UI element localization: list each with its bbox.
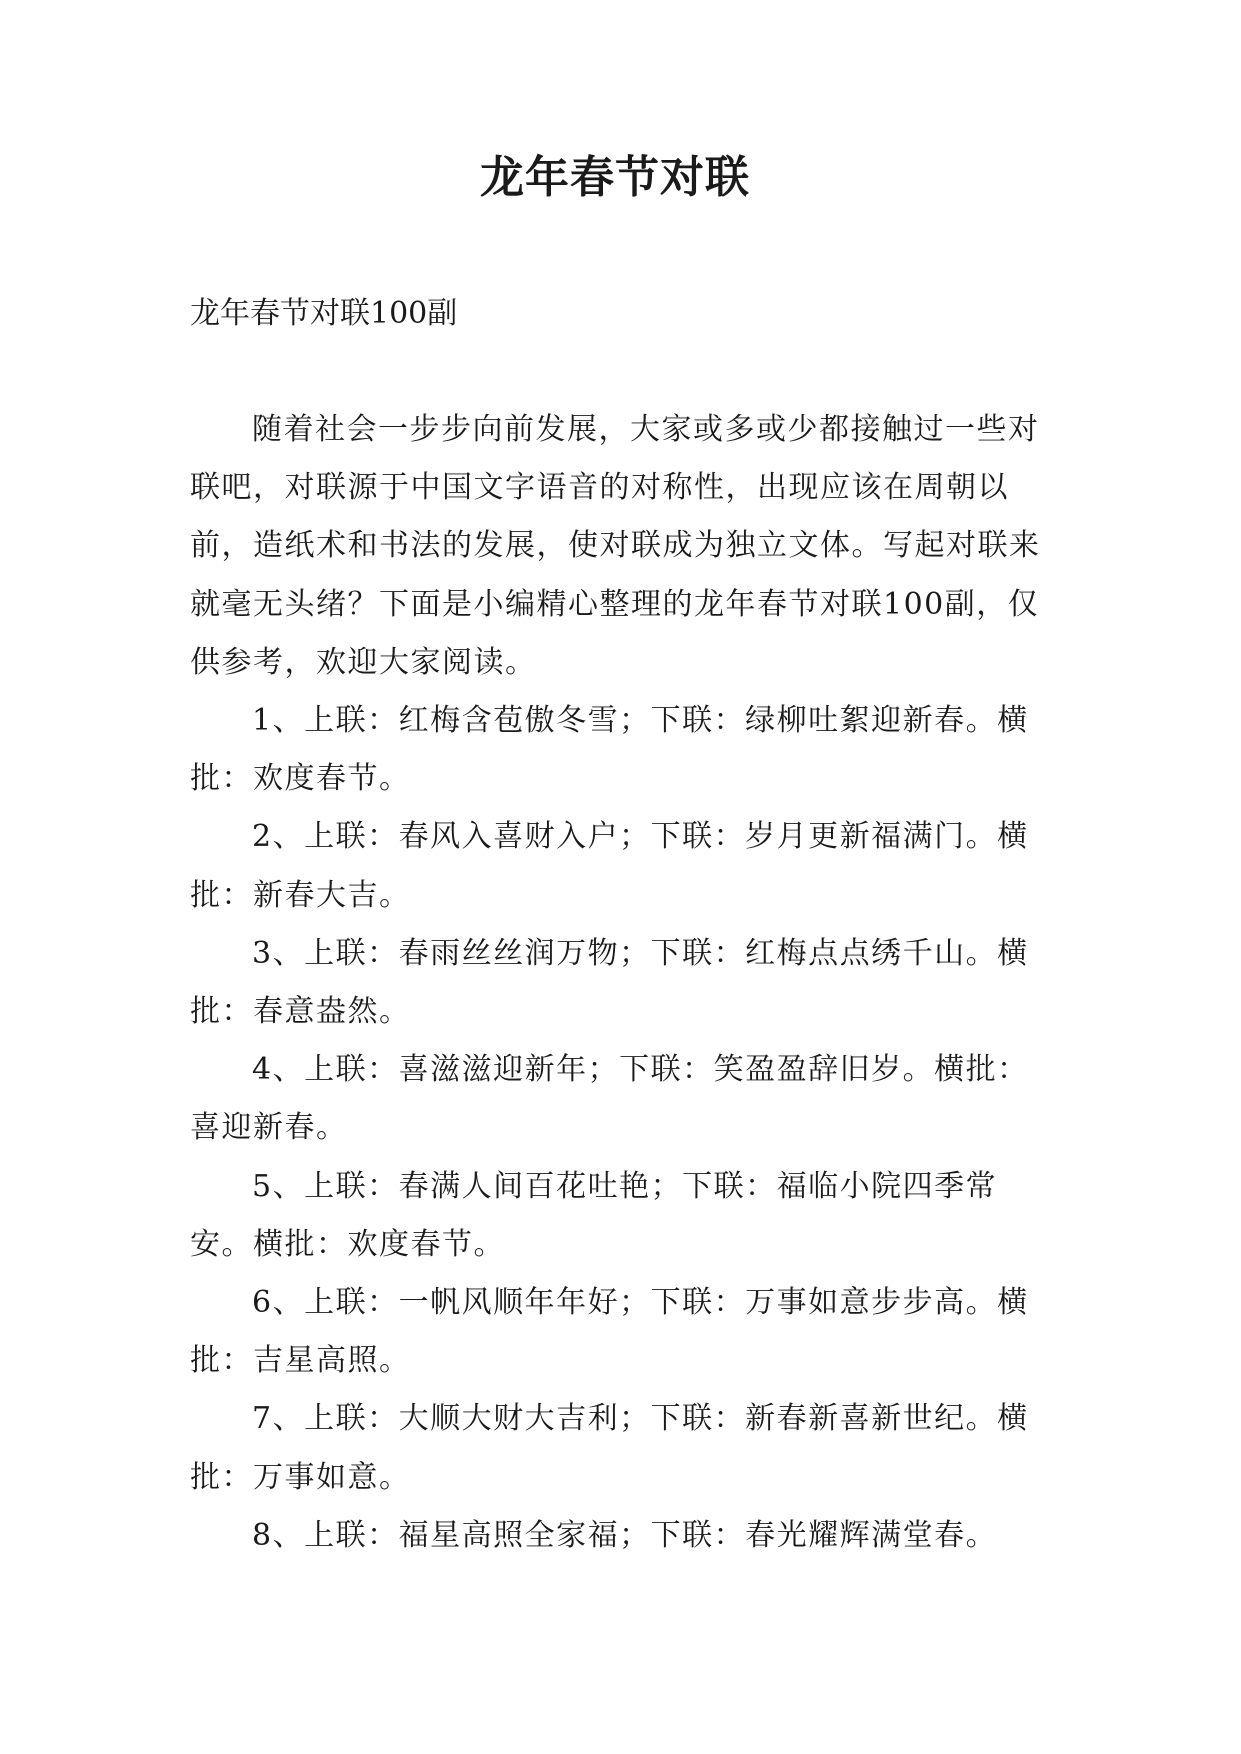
document-subtitle: 龙年春节对联100副 [190, 296, 458, 331]
document-title: 龙年春节对联 [480, 152, 750, 203]
couplet-item: 6、上联：一帆风顺年年好；下联：万事如意步步高。横批：吉星高照。 [190, 1285, 1029, 1379]
intro-paragraph: 随着社会一步步向前发展，大家或多或少都接触过一些对联吧，对联源于中国文字语音的对称性，出现应该在周朝以前，造纸术和书法的发展，使对联成为独立文体。写起对联来就毫无头绪？下面是小编精心整理的龙年春节对联100副，仅供参考，欢迎大家阅读。 [190, 412, 1041, 680]
couplet-item: 7、上联：大顺大财大吉利；下联：新春新喜新世纪。横批：万事如意。 [190, 1401, 1029, 1495]
document-page [190, 0, 1060, 1754]
couplet-item: 5、上联：春满人间百花吐艳；下联：福临小院四季常安。横批：欢度春节。 [190, 1168, 998, 1262]
couplet-item: 1、上联：红梅含苞傲冬雪；下联：绿柳吐絮迎新春。横批：欢度春节。 [190, 703, 1029, 797]
couplet-item: 4、上联：喜滋滋迎新年；下联：笑盈盈辞旧岁。横批：喜迎新春。 [190, 1052, 1029, 1146]
couplet-item: 3、上联：春雨丝丝润万物；下联：红梅点点绣千山。横批：春意盎然。 [190, 935, 1029, 1030]
couplet-item: 8、上联：福星高照全家福；下联：春光耀辉满堂春。 [252, 1517, 998, 1553]
document-body [190, 401, 1060, 1565]
couplet-item: 2、上联：春风入喜财入户；下联：岁月更新福满门。横批：新春大吉。 [190, 819, 1029, 913]
